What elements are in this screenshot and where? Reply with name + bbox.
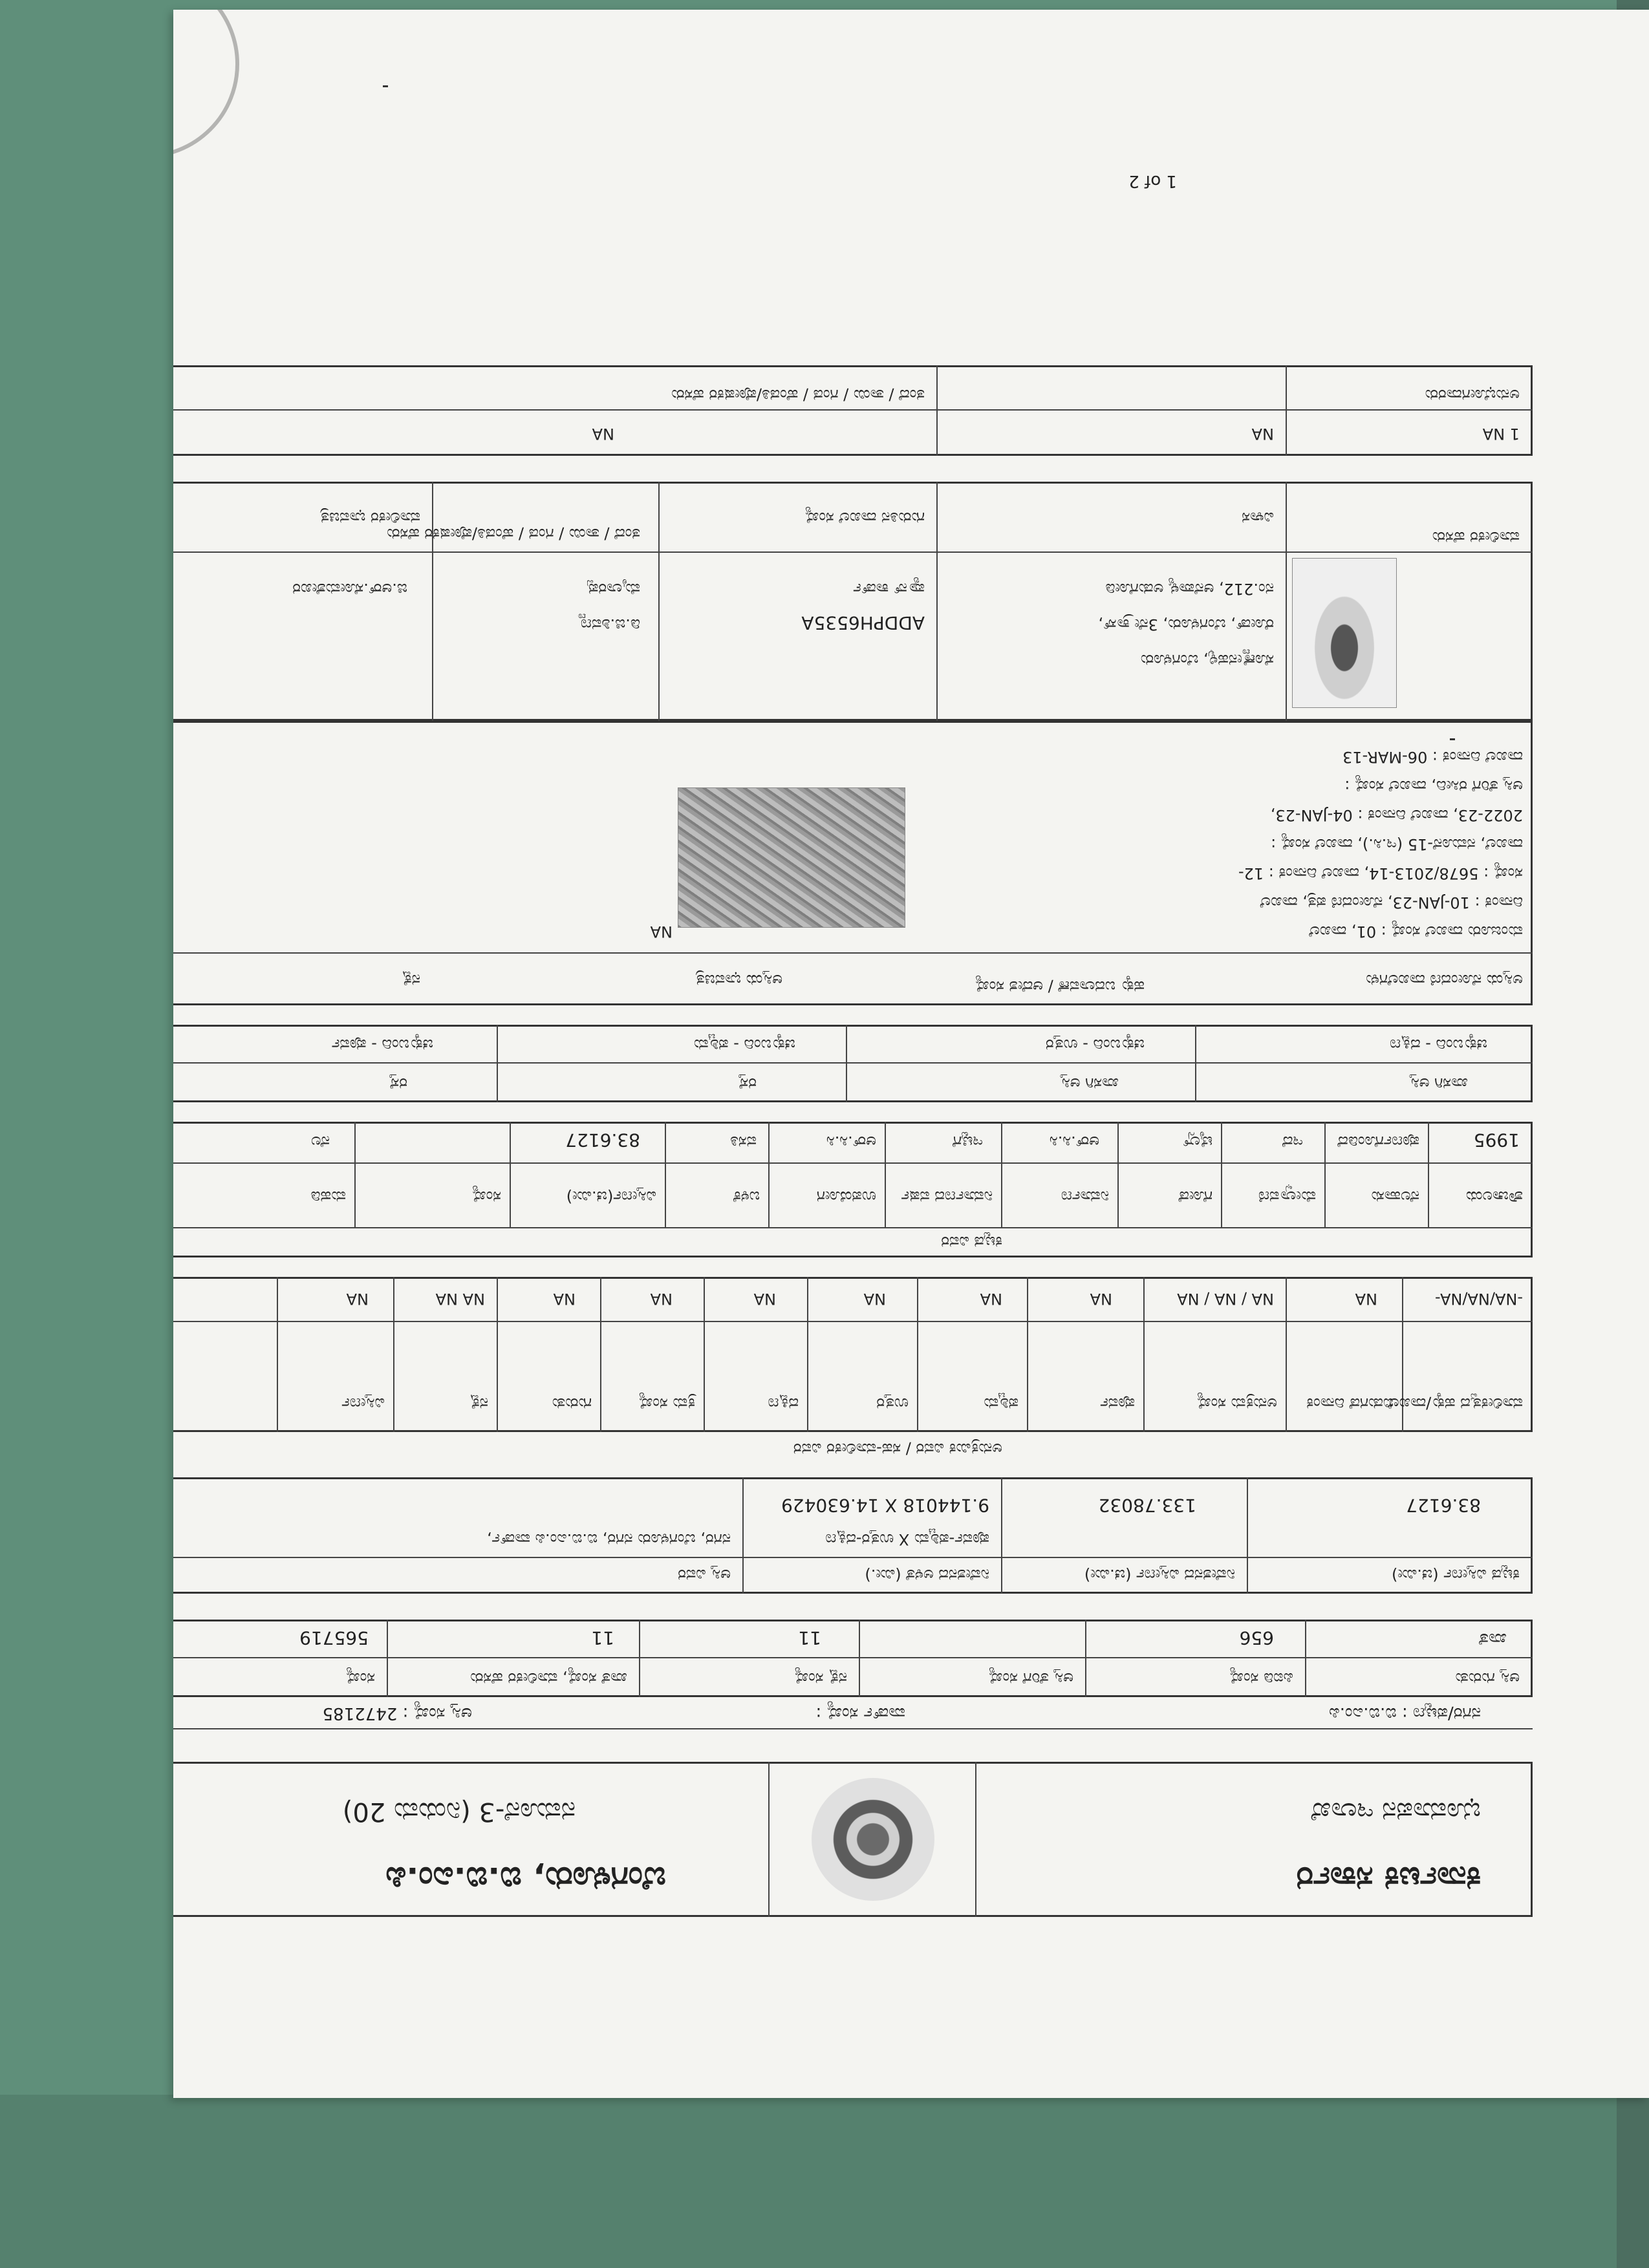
- col-header: ಗುರುತು: [552, 1395, 592, 1413]
- rotated-document: [173, 10, 1649, 2098]
- col-header: ವಿಸ್ತೀರ್ಣ: [341, 1395, 385, 1413]
- document-paper: [173, 10, 1649, 2098]
- col-header: ಮಾಲೀಕರ ಹೆಸರು: [1432, 528, 1520, 546]
- col-header: ಅಸ್ತಿಯ ನೋಂದಣಿ ದಾಖಲೆಗಳು: [1366, 971, 1523, 989]
- col-header: ತಂದೆ / ತಾಯಿ / ಗಂಡ / ಹೆಂಡತಿ/ಪೋಷಕರ ಹೆಸರು: [387, 525, 640, 543]
- relation-name: ಡಿ.ಜಿ.ಶಿವಣ್ಣ: [578, 615, 640, 634]
- col-header: ಆಸ್ತಿ ಗುರುತು: [1455, 1669, 1520, 1687]
- floor-area: 83.6127: [565, 1129, 640, 1151]
- col-header: ಗುರುತಿನ ದಾಖಲೆ ಸಂಖ್ಯೆ: [804, 509, 925, 527]
- col-header: ನಕ್ಷೆ ಸಂಖ್ಯೆ: [794, 1669, 847, 1687]
- table-cell: 1 NA: [1482, 425, 1520, 443]
- col-header: ನಿವೇಶನದ ವಿಸ್ತೀರ್ಣ (ಚ.ಮೀ): [1084, 1566, 1235, 1584]
- id-label: ಪ್ಯಾನ್ ಕಾರ್ಡ್: [853, 580, 925, 598]
- col-header: ಆಸ್ತಿಯ ಭಾವಚಿತ್ರ: [695, 971, 782, 989]
- district-title: ಬೆಂಗಳೂರು, ಬಿ.ಬಿ.ಎಂ.ಪಿ: [385, 1860, 666, 1898]
- table-cell: -NA/NA/NA-: [1434, 1290, 1523, 1308]
- table-cell: ಇಟ್ಟಿಗೆ: [953, 1133, 983, 1151]
- print-mark: [1450, 738, 1455, 740]
- table-cell: 11: [591, 1627, 614, 1649]
- table-cell: ಖಾಸಗಿ ಆಸ್ತಿ: [1409, 1075, 1468, 1093]
- property-photo: [678, 787, 905, 928]
- col-header: ಬಳಕೆ: [733, 1188, 760, 1206]
- photo-na: NA: [650, 923, 673, 941]
- office-stamp: [173, 10, 239, 158]
- col-header: ನಿರ್ಮಾಣದ ವರ್ಷ: [901, 1188, 993, 1206]
- col-header: ಅನುಭೋಗದಾರರು: [1425, 386, 1520, 404]
- table-cell: ಪೂರ್ಣಗೊಂಡಿದೆ: [1337, 1133, 1419, 1151]
- table-cell: NA: [1251, 425, 1274, 443]
- owner-relation: ಮೈಲಾರಪ್ಪ: [587, 580, 640, 598]
- col-header: ಅನುಕ್ರಮ ಸಂಖ್ಯೆ: [1196, 1395, 1277, 1413]
- col-header: ಮಾಲೀಕತ್ವದ ಹಕ್ಕು/ದಾಖಲೆ: [1388, 1395, 1523, 1413]
- col-header: ಪೂರ್ವ: [1100, 1395, 1135, 1413]
- section-title: ಅನುಕ್ರಮಿಕ ವಿವರ / ಸಹ-ಮಾಲೀಕರ ವಿವರ: [793, 1440, 1002, 1458]
- site-dimensions: 9.144018 X 14.630429: [781, 1495, 989, 1516]
- state-emblem-icon: [812, 1778, 934, 1901]
- col-header: ನಿವೇಶನದ ಅಳತೆ (ಮೀ.): [865, 1566, 989, 1584]
- table-cell: ಖಾತೆ: [1479, 1629, 1507, 1649]
- col-header: ಪಿಐಡಿ ಸಂಖ್ಯೆ: [1229, 1669, 1293, 1687]
- desk-surface: [0, 2095, 1649, 2268]
- col-header: ಸಂಖ್ಯೆ: [471, 1188, 501, 1206]
- document-line: ದಾಖಲೆ, ನಮೂನೆ-15 (ಇ.ಸಿ.), ದಾಖಲೆ ಸಂಖ್ಯೆ :: [1271, 835, 1523, 853]
- table-cell: ಟೈಲ್ಸ್: [1183, 1133, 1212, 1151]
- col-header: ನಕ್ಷೆ: [469, 1395, 488, 1413]
- table-cell: NA: [346, 1290, 369, 1308]
- col-header: ಮೇಲ್ಛಾವಣಿ: [1258, 1188, 1316, 1206]
- section-title: ಕಟ್ಟಡ ವಿವರ: [941, 1233, 1002, 1251]
- col-header: ಚಕ್ಕುಬಂದಿ - ದಕ್ಷಿಣ: [1390, 1036, 1487, 1054]
- col-header: ಗೋಡೆ: [1178, 1188, 1212, 1206]
- page-indicator: 1 of 2: [1128, 171, 1177, 191]
- col-header: ತಂದೆ / ತಾಯಿ / ಗಂಡ / ಹೆಂಡತಿ/ಪೋಷಕರ ಹೆಸರು: [671, 386, 925, 404]
- table-cell: NA: [980, 1290, 1002, 1308]
- table-cell: 565719: [299, 1627, 369, 1649]
- address-line: ರೋಡ್, ಬೆಂಗಳೂರು, 3ನೇ ಕ್ರಾಸ್,: [1098, 615, 1274, 634]
- print-mark: [383, 85, 388, 87]
- col-header: ಆಸ್ತಿ ವಿವರ: [678, 1566, 731, 1584]
- col-header: ವಿಳಾಸ: [1242, 509, 1274, 527]
- col-header: ಹಕ್ಕು ಬದಲಾವಣೆ / ಆದೇಶ ಸಂಖ್ಯೆ: [975, 978, 1145, 996]
- form-title: ನಮೂನೆ-3 (ನಿಯಮ 20): [342, 1797, 576, 1826]
- document-line: ದಾಖಲೆ ದಿನಾಂಕ : 06-MAR-13: [1342, 748, 1523, 766]
- table-cell: 11: [798, 1627, 821, 1649]
- property-id-table: [173, 1620, 1533, 1697]
- col-header: ದಕ್ಷಿಣ: [768, 1395, 799, 1413]
- table-cell: ರಸ್ತೆ: [389, 1075, 407, 1093]
- city-label: ನಗರ/ಪಟ್ಟಣ : ಬಿ.ಬಿ.ಎಂ.ಪಿ: [1329, 1704, 1481, 1723]
- ward-label: ವಾರ್ಡ್ ಸಂಖ್ಯೆ :: [815, 1704, 905, 1723]
- table-cell: NA: [753, 1290, 776, 1308]
- year-built: 1995: [1473, 1129, 1520, 1151]
- col-header: ಉತ್ತರ: [876, 1395, 909, 1413]
- gov-title: ಕರ್ನಾಟಕ ಸರ್ಕಾರ: [1296, 1860, 1481, 1898]
- built-area: 83.6127: [1406, 1495, 1481, 1516]
- address-line: ನಂ.212, ಆನೆಪಾಳ್ಯ ಅಡುಗೋಡಿ: [1105, 580, 1274, 598]
- col-header: ಪಶ್ಚಿಮ: [984, 1395, 1018, 1413]
- col-header: ನಿರ್ಮಾಣ: [1061, 1188, 1109, 1206]
- table-cell: ಆರ್.ಸಿ.ಸಿ: [826, 1133, 876, 1151]
- document-line: ದಿನಾಂಕ : 10-JAN-23, ನೋಂದಣಿ ಪತ್ರ, ದಾಖಲೆ: [1260, 893, 1523, 912]
- id-number: ADDPH6535A: [801, 612, 925, 634]
- col-header: ಶೌಚಾಲಯ: [1465, 1188, 1523, 1206]
- table-cell: NA NA: [435, 1290, 485, 1308]
- table-cell: NA: [1090, 1290, 1112, 1308]
- col-header: ಚಕ್ಕುಬಂದಿ - ಉತ್ತರ: [1045, 1036, 1145, 1054]
- col-header: ಖಾತೆ ಸಂಖ್ಯೆ, ಮಾಲೀಕರ ಹೆಸರು: [470, 1669, 627, 1687]
- occupant-table: [173, 365, 1533, 456]
- table-cell: ಆರ್.ಸಿ.ಸಿ: [1049, 1133, 1099, 1151]
- table-cell: NA: [553, 1290, 576, 1308]
- dept-title: ಭೂಮಾಪನ ಇಲಾಖೆ: [1311, 1797, 1481, 1826]
- col-header: ಆಸ್ತಿ ತೆರಿಗೆ ಸಂಖ್ಯೆ: [988, 1669, 1073, 1687]
- table-cell: ವಸತಿ: [730, 1133, 757, 1151]
- table-cell: NA / NA / NA: [1177, 1290, 1274, 1308]
- table-cell: NA: [1355, 1290, 1377, 1308]
- document-line: ಸಂಖ್ಯೆ : 5678/2013-14, ದಾಖಲೆ ದಿನಾಂಕ : 12-: [1238, 864, 1523, 883]
- document-line: ಆಸ್ತಿ ತೆರಿಗೆ ರಸೀದಿ, ದಾಖಲೆ ಸಂಖ್ಯೆ :: [1344, 777, 1523, 795]
- property-number: ಆಸ್ತಿ ಸಂಖ್ಯೆ : 2472185: [322, 1704, 472, 1723]
- col-header: ವಿಸ್ತೀರ್ಣ(ಚ.ಮೀ): [566, 1188, 656, 1206]
- table-cell: NA: [650, 1290, 673, 1308]
- document-line: ಮಂಜೂರು ದಾಖಲೆ ಸಂಖ್ಯೆ : 01, ದಾಖಲೆ: [1309, 923, 1523, 941]
- owner-name: ಜಿ.ಆರ್.ಸೋಮಶೇಖರ: [292, 580, 407, 598]
- col-header: ಚಕ್ಕುಬಂದಿ - ಪೂರ್ವ: [331, 1036, 433, 1054]
- col-header: ಮಾಲೀಕರ ಭಾವಚಿತ್ರ: [320, 509, 420, 527]
- owner-photo: [1292, 558, 1397, 708]
- table-cell: ಇದೆ: [1282, 1133, 1303, 1151]
- site-area: 133.78032: [1098, 1495, 1196, 1516]
- table-cell: ನೆಲ: [310, 1133, 330, 1151]
- col-header: ಚಕ್ಕುಬಂದಿ - ಪಶ್ಚಿಮ: [693, 1036, 795, 1054]
- col-header: ನಕ್ಷೆ: [402, 971, 420, 989]
- col-header: ಬಿಡುಗಡೆ ದಿನಾಂಕ: [1306, 1395, 1394, 1413]
- table-cell: ಖಾಸಗಿ ಆಸ್ತಿ: [1060, 1075, 1119, 1093]
- col-header: ಸಂಖ್ಯೆ: [345, 1669, 375, 1687]
- col-header: ನೆಲಹಾಸು: [1371, 1188, 1419, 1206]
- document-line: 2022-23, ದಾಖಲೆ ದಿನಾಂಕ : 04-JAN-23,: [1270, 806, 1523, 824]
- property-address: ನಗರ, ಬೆಂಗಳೂರು ನಗರ, ಬಿ.ಬಿ.ಎಂ.ಪಿ ವಾರ್ಡ್,: [486, 1530, 731, 1548]
- col-header: ಕಟ್ಟಡ ವಿಸ್ತೀರ್ಣ (ಚ.ಮೀ): [1392, 1566, 1520, 1584]
- table-cell: ರಸ್ತೆ: [738, 1075, 757, 1093]
- table-cell: NA: [592, 425, 614, 443]
- col-header: ಉಪಯೋಗ: [816, 1188, 876, 1206]
- address-line: ಸೊಣ್ಣೇನಹಳ್ಳಿ, ಬೆಂಗಳೂರು: [1140, 651, 1274, 669]
- table-cell: NA: [863, 1290, 886, 1308]
- col-header: ಕ್ರಮ ಸಂಖ್ಯೆ: [638, 1395, 695, 1413]
- table-cell: 656: [1239, 1627, 1274, 1649]
- col-header: ಮಹಡಿ: [310, 1188, 346, 1206]
- dimension-label: ಪೂರ್ವ-ಪಶ್ಚಿಮ X ಉತ್ತರ-ದಕ್ಷಿಣ: [825, 1530, 989, 1548]
